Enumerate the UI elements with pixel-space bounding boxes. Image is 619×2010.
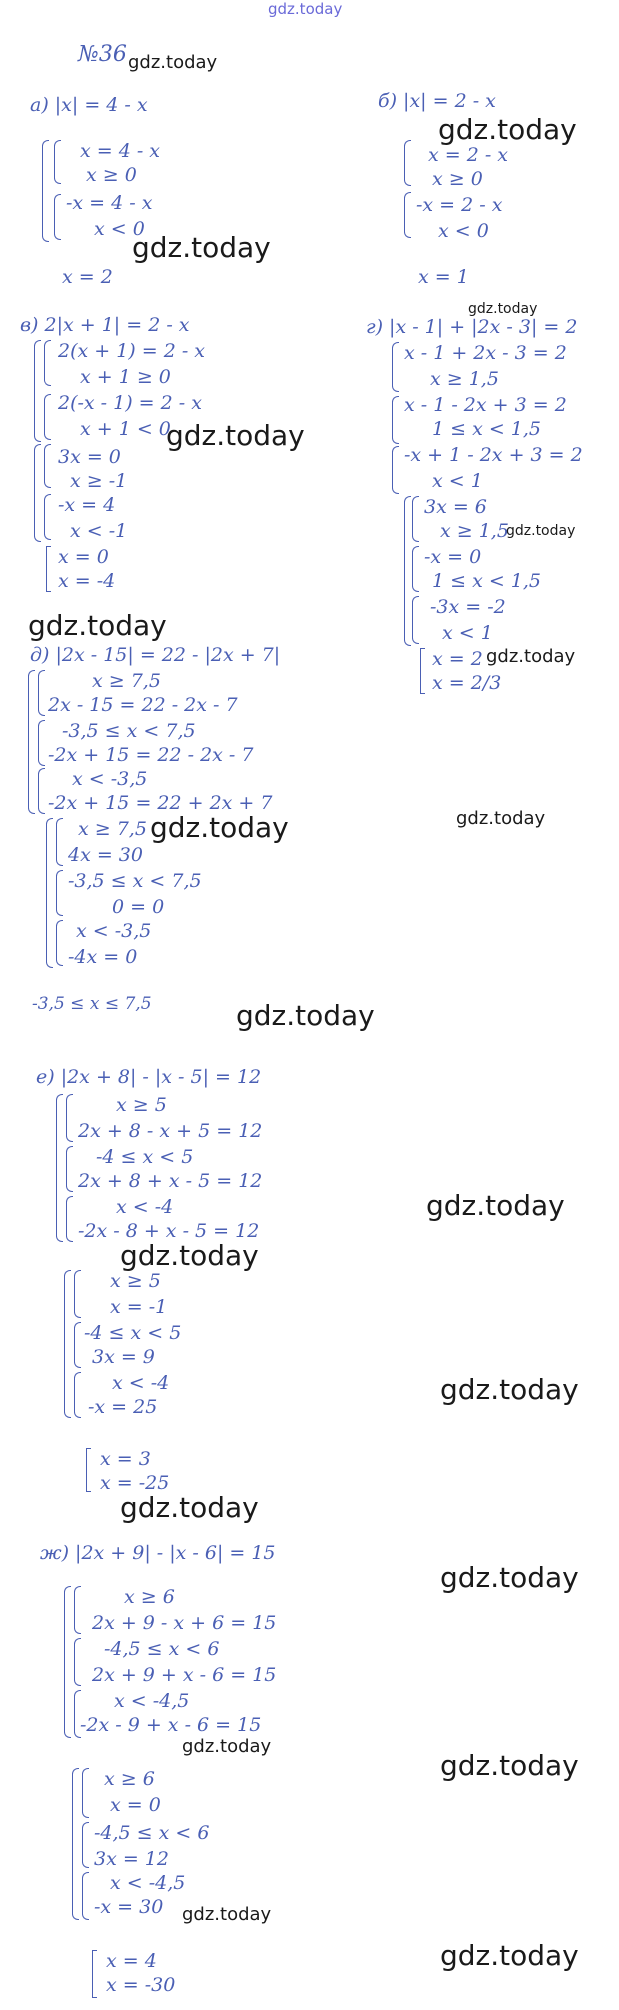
part-e-mid-4: 3x = 9 <box>92 1346 155 1368</box>
part-e-line-4: 2x + 8 + x - 5 = 12 <box>78 1170 263 1192</box>
part-v-brace-4 <box>44 494 51 540</box>
part-zh-line-2: 2x + 9 - x + 6 = 15 <box>92 1612 277 1634</box>
part-e-result-bracket <box>86 1448 91 1492</box>
part-d-title: д) |2x - 15| = 22 - |2x + 7| <box>30 644 281 666</box>
watermark: gdz.today <box>182 1904 272 1925</box>
part-e-line-2: 2x + 8 - x + 5 = 12 <box>78 1120 263 1142</box>
part-g-result-2: x = 2/3 <box>432 672 502 694</box>
problem-number: №36 <box>78 42 127 67</box>
watermark: gdz.today <box>120 1491 259 1524</box>
part-e-mid-5: x < -4 <box>112 1372 170 1394</box>
part-g-mid-5: -3x = -2 <box>430 596 506 618</box>
part-b-brace-1 <box>404 140 411 186</box>
part-d-mid-6: -4x = 0 <box>68 946 138 968</box>
watermark: gdz.today <box>438 113 577 146</box>
part-d-line-3: -3,5 ≤ x < 7,5 <box>62 720 196 742</box>
part-e-line-1: x ≥ 5 <box>116 1094 167 1116</box>
watermark: gdz.today <box>132 231 271 264</box>
part-e-brace-2 <box>66 1146 73 1192</box>
part-d-line-5: x < -3,5 <box>72 768 148 790</box>
part-g-brace-6 <box>412 596 419 644</box>
part-a-line-2: x ≥ 0 <box>86 164 137 186</box>
part-a-line-4: x < 0 <box>94 218 145 240</box>
part-d-line-1: x ≥ 7,5 <box>92 670 161 692</box>
part-a-brace-2 <box>54 194 61 240</box>
part-g-mid-2: x ≥ 1,5 <box>440 520 509 542</box>
part-zh-brace-5 <box>82 1822 89 1868</box>
part-e-brace-6 <box>74 1372 81 1418</box>
watermark: gdz.today <box>506 523 576 539</box>
watermark: gdz.today <box>268 0 343 18</box>
watermark: gdz.today <box>468 301 538 317</box>
part-b-answer: x = 1 <box>418 266 469 288</box>
part-b-line-1: x = 2 - x <box>428 144 509 166</box>
part-e-mid-2: x = -1 <box>110 1296 168 1318</box>
part-zh-brace-4 <box>82 1768 89 1818</box>
watermark: gdz.today <box>440 1749 579 1782</box>
part-zh-brace-6 <box>82 1872 89 1920</box>
part-a-answer: x = 2 <box>62 266 113 288</box>
part-g-mid-6: x < 1 <box>442 622 493 644</box>
part-zh-brace-2 <box>74 1638 81 1686</box>
part-e-mid-1: x ≥ 5 <box>110 1270 161 1292</box>
part-zh-outer-bracket <box>64 1586 71 1738</box>
part-v-line-2: x + 1 ≥ 0 <box>80 366 171 388</box>
part-v-result-1: x = 0 <box>58 546 109 568</box>
part-v-result-bracket <box>46 546 51 592</box>
part-g-mid-1: 3x = 6 <box>424 496 487 518</box>
part-v-line-4: x + 1 < 0 <box>80 418 171 440</box>
part-v-line-1: 2(x + 1) = 2 - x <box>58 340 206 362</box>
part-e-outer-bracket-2 <box>64 1270 71 1418</box>
watermark: gdz.today <box>166 419 305 452</box>
part-d-line-4: -2x + 15 = 22 - 2x - 7 <box>48 744 254 766</box>
part-v-title: в) 2|x + 1| = 2 - x <box>20 314 190 336</box>
part-g-line-3: x - 1 - 2x + 3 = 2 <box>404 394 567 416</box>
part-b-line-4: x < 0 <box>438 220 489 242</box>
part-d-mid-2: 4x = 30 <box>68 844 143 866</box>
part-g-brace-1 <box>392 342 399 392</box>
part-a-line-1: x = 4 - x <box>80 140 161 162</box>
part-v-mid-1: 3x = 0 <box>58 446 121 468</box>
part-a-title: а) |x| = 4 - x <box>30 94 148 116</box>
part-g-line-2: x ≥ 1,5 <box>430 368 499 390</box>
part-zh-line-4: 2x + 9 + x - 6 = 15 <box>92 1664 277 1686</box>
part-g-brace-5 <box>412 546 419 592</box>
part-v-outer-bracket-2 <box>34 444 41 542</box>
part-g-line-5: -x + 1 - 2x + 3 = 2 <box>404 444 583 466</box>
watermark: gdz.today <box>440 1373 579 1406</box>
part-d-mid-1: x ≥ 7,5 <box>78 818 147 840</box>
part-g-line-1: x - 1 + 2x - 3 = 2 <box>404 342 567 364</box>
watermark: gdz.today <box>128 52 218 73</box>
part-g-mid-4: 1 ≤ x < 1,5 <box>432 570 542 592</box>
part-d-brace-2 <box>38 720 45 766</box>
part-zh-line-6: -2x - 9 + x - 6 = 15 <box>80 1714 262 1736</box>
part-d-outer-bracket <box>28 670 35 814</box>
part-d-line-2: 2x - 15 = 22 - 2x - 7 <box>48 694 238 716</box>
part-v-outer-bracket <box>34 340 41 442</box>
watermark: gdz.today <box>440 1939 579 1972</box>
part-a-outer-bracket <box>42 140 49 242</box>
part-b-title: б) |x| = 2 - x <box>378 90 496 112</box>
part-b-line-2: x ≥ 0 <box>432 168 483 190</box>
part-d-brace-1 <box>38 670 45 716</box>
watermark: gdz.today <box>486 646 576 667</box>
watermark: gdz.today <box>28 609 167 642</box>
part-g-brace-2 <box>392 396 399 444</box>
part-b-brace-2 <box>404 192 411 238</box>
part-g-title: г) |x - 1| + |2x - 3| = 2 <box>366 316 578 338</box>
part-e-line-6: -2x - 8 + x - 5 = 12 <box>78 1220 260 1242</box>
part-e-title: е) |2x + 8| - |x - 5| = 12 <box>36 1066 262 1088</box>
part-g-outer-bracket <box>404 496 411 646</box>
part-e-line-3: -4 ≤ x < 5 <box>96 1146 194 1168</box>
part-b-line-3: -x = 2 - x <box>416 194 503 216</box>
part-e-result-2: x = -25 <box>100 1472 170 1494</box>
part-zh-mid-2: x = 0 <box>110 1794 161 1816</box>
watermark: gdz.today <box>236 999 375 1032</box>
part-zh-title: ж) |2x + 9| - |x - 6| = 15 <box>40 1542 276 1564</box>
part-e-brace-4 <box>74 1270 81 1318</box>
part-v-brace-3 <box>44 444 51 488</box>
part-a-line-3: -x = 4 - x <box>66 192 153 214</box>
part-zh-mid-6: -x = 30 <box>94 1896 164 1918</box>
part-g-line-6: x < 1 <box>432 470 483 492</box>
part-e-mid-6: -x = 25 <box>88 1396 158 1418</box>
part-a-brace-1 <box>54 140 61 184</box>
part-zh-line-1: x ≥ 6 <box>124 1586 175 1608</box>
part-v-mid-2: x ≥ -1 <box>70 470 128 492</box>
part-zh-result-1: x = 4 <box>106 1950 157 1972</box>
part-d-mid-4: 0 = 0 <box>112 896 165 918</box>
part-zh-mid-3: -4,5 ≤ x < 6 <box>94 1822 210 1844</box>
part-e-brace-3 <box>66 1196 73 1242</box>
part-v-mid-3: -x = 4 <box>58 494 116 516</box>
part-d-brace-3 <box>38 768 45 814</box>
watermark: gdz.today <box>150 811 289 844</box>
part-e-mid-3: -4 ≤ x < 5 <box>84 1322 182 1344</box>
watermark: gdz.today <box>426 1189 565 1222</box>
part-g-mid-3: -x = 0 <box>424 546 482 568</box>
part-v-line-3: 2(-x - 1) = 2 - x <box>58 392 202 414</box>
part-zh-result-bracket <box>92 1950 97 1998</box>
part-d-brace-6 <box>56 920 63 966</box>
part-v-mid-4: x < -1 <box>70 520 128 542</box>
part-v-brace-1 <box>44 340 51 386</box>
part-d-mid-3: -3,5 ≤ x < 7,5 <box>68 870 202 892</box>
part-zh-mid-1: x ≥ 6 <box>104 1768 155 1790</box>
watermark: gdz.today <box>440 1561 579 1594</box>
part-zh-mid-5: x < -4,5 <box>110 1872 186 1894</box>
part-d-answer: -3,5 ≤ x ≤ 7,5 <box>32 994 152 1014</box>
part-d-mid-5: x < -3,5 <box>76 920 152 942</box>
part-zh-line-5: x < -4,5 <box>114 1690 190 1712</box>
watermark: gdz.today <box>120 1239 259 1272</box>
part-g-brace-3 <box>392 446 399 494</box>
part-e-result-1: x = 3 <box>100 1448 151 1470</box>
watermark: gdz.today <box>456 808 546 829</box>
part-d-brace-5 <box>56 870 63 916</box>
part-e-outer-bracket <box>56 1094 63 1242</box>
part-v-brace-2 <box>44 394 51 440</box>
part-d-line-6: -2x + 15 = 22 + 2x + 7 <box>48 792 273 814</box>
watermark: gdz.today <box>182 1736 272 1757</box>
part-zh-mid-4: 3x = 12 <box>94 1848 169 1870</box>
part-v-result-2: x = -4 <box>58 570 116 592</box>
part-g-line-4: 1 ≤ x < 1,5 <box>432 418 542 440</box>
part-zh-line-3: -4,5 ≤ x < 6 <box>104 1638 220 1660</box>
part-e-line-5: x < -4 <box>116 1196 174 1218</box>
part-zh-brace-1 <box>74 1586 81 1634</box>
part-d-outer-bracket-2 <box>46 818 53 968</box>
part-g-brace-4 <box>412 496 419 542</box>
part-e-brace-5 <box>74 1322 81 1368</box>
part-e-brace-1 <box>66 1094 73 1142</box>
part-g-result-bracket <box>420 648 425 694</box>
part-g-result-1: x = 2 <box>432 648 483 670</box>
part-zh-result-2: x = -30 <box>106 1974 176 1996</box>
part-zh-outer-bracket-2 <box>72 1768 79 1920</box>
part-d-brace-4 <box>56 818 63 866</box>
